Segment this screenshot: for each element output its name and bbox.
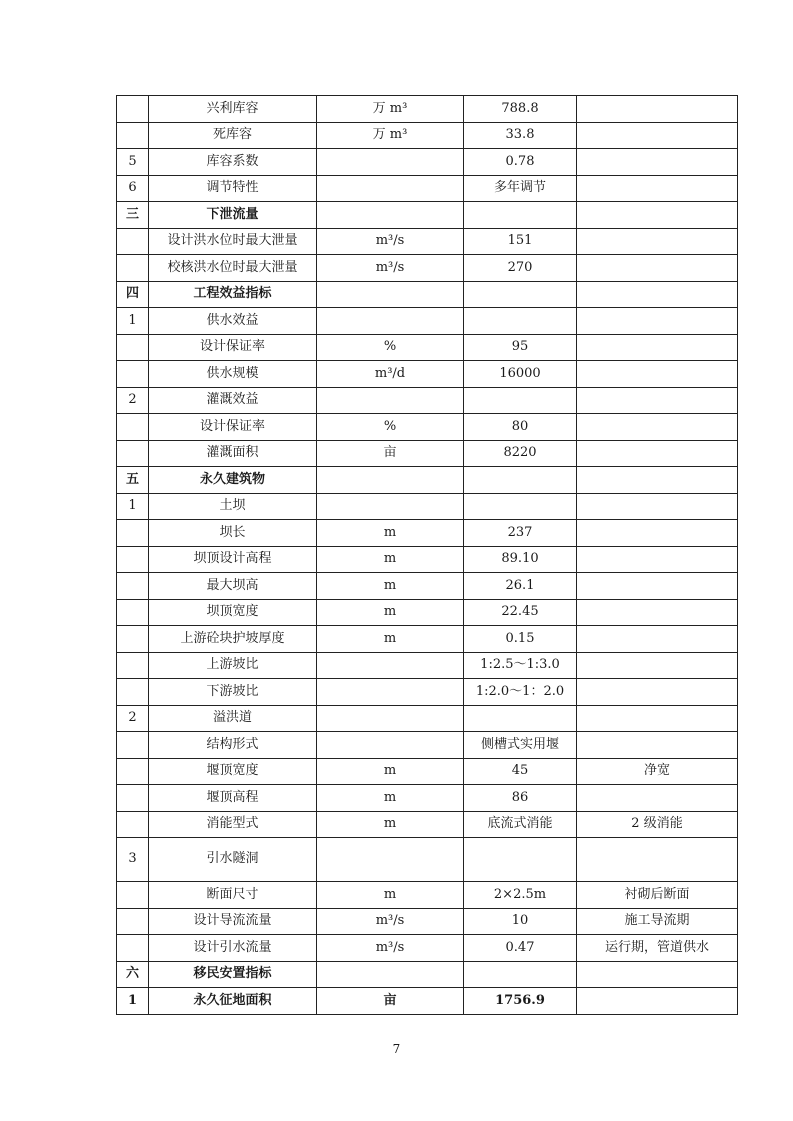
value-cell: 1:2.0～1：2.0 bbox=[464, 679, 577, 706]
value-cell: 10 bbox=[464, 908, 577, 935]
row-number-cell bbox=[117, 882, 149, 909]
table-row bbox=[117, 255, 738, 282]
row-number-cell bbox=[117, 122, 149, 149]
page-number: 7 bbox=[392, 1042, 401, 1056]
value-cell: 33.8 bbox=[464, 122, 577, 149]
item-name-cell: 堰顶宽度 bbox=[149, 758, 317, 785]
note-cell bbox=[577, 387, 738, 414]
value-cell bbox=[464, 387, 577, 414]
note-cell: 施工导流期 bbox=[577, 908, 738, 935]
row-number-cell: 1 bbox=[117, 308, 149, 335]
table-row bbox=[117, 908, 738, 935]
value-cell: 侧槽式实用堰 bbox=[464, 732, 577, 759]
note-cell bbox=[577, 255, 738, 282]
table-row bbox=[117, 705, 738, 732]
row-number-cell bbox=[117, 361, 149, 388]
note-cell bbox=[577, 652, 738, 679]
item-name-cell: 死库容 bbox=[149, 122, 317, 149]
table-row bbox=[117, 599, 738, 626]
value-cell: 95 bbox=[464, 334, 577, 361]
unit-cell bbox=[317, 202, 464, 229]
item-name-cell: 下游坡比 bbox=[149, 679, 317, 706]
note-cell bbox=[577, 732, 738, 759]
unit-cell bbox=[317, 705, 464, 732]
row-number-cell: 6 bbox=[117, 175, 149, 202]
table-row bbox=[117, 149, 738, 176]
note-cell bbox=[577, 361, 738, 388]
unit-cell bbox=[317, 493, 464, 520]
note-cell: 净宽 bbox=[577, 758, 738, 785]
item-name-cell: 土坝 bbox=[149, 493, 317, 520]
unit-cell: m bbox=[317, 599, 464, 626]
note-cell bbox=[577, 202, 738, 229]
item-name-cell: 下泄流量 bbox=[149, 202, 317, 229]
table-row bbox=[117, 414, 738, 441]
unit-cell: m³/s bbox=[317, 908, 464, 935]
value-cell: 89.10 bbox=[464, 546, 577, 573]
item-name-cell: 断面尺寸 bbox=[149, 882, 317, 909]
note-cell bbox=[577, 838, 738, 882]
table-row bbox=[117, 467, 738, 494]
table-row bbox=[117, 626, 738, 653]
row-number-cell: 四 bbox=[117, 281, 149, 308]
table-row bbox=[117, 546, 738, 573]
table-row bbox=[117, 202, 738, 229]
row-number-cell bbox=[117, 255, 149, 282]
table-row bbox=[117, 308, 738, 335]
unit-cell: % bbox=[317, 414, 464, 441]
value-cell: 16000 bbox=[464, 361, 577, 388]
table-row bbox=[117, 679, 738, 706]
value-cell bbox=[464, 493, 577, 520]
unit-cell: m bbox=[317, 758, 464, 785]
value-cell: 22.45 bbox=[464, 599, 577, 626]
value-cell: 80 bbox=[464, 414, 577, 441]
value-cell: 45 bbox=[464, 758, 577, 785]
value-cell bbox=[464, 838, 577, 882]
value-cell: 多年调节 bbox=[464, 175, 577, 202]
table-row bbox=[117, 334, 738, 361]
value-cell bbox=[464, 467, 577, 494]
item-name-cell: 消能型式 bbox=[149, 811, 317, 838]
table-row bbox=[117, 785, 738, 812]
table-row bbox=[117, 732, 738, 759]
unit-cell: m bbox=[317, 573, 464, 600]
row-number-cell bbox=[117, 228, 149, 255]
row-number-cell bbox=[117, 652, 149, 679]
note-cell bbox=[577, 308, 738, 335]
row-number-cell: 1 bbox=[117, 493, 149, 520]
value-cell bbox=[464, 202, 577, 229]
unit-cell bbox=[317, 175, 464, 202]
unit-cell bbox=[317, 961, 464, 988]
note-cell bbox=[577, 440, 738, 467]
row-number-cell bbox=[117, 758, 149, 785]
note-cell bbox=[577, 281, 738, 308]
unit-cell: 万 m³ bbox=[317, 96, 464, 123]
value-cell: 151 bbox=[464, 228, 577, 255]
row-number-cell bbox=[117, 626, 149, 653]
value-cell: 0.15 bbox=[464, 626, 577, 653]
item-name-cell: 引水隧洞 bbox=[149, 838, 317, 882]
table-row bbox=[117, 96, 738, 123]
table-row bbox=[117, 935, 738, 962]
table-row bbox=[117, 122, 738, 149]
unit-cell: m³/s bbox=[317, 255, 464, 282]
value-cell: 86 bbox=[464, 785, 577, 812]
unit-cell: m bbox=[317, 626, 464, 653]
unit-cell bbox=[317, 387, 464, 414]
item-name-cell: 设计引水流量 bbox=[149, 935, 317, 962]
unit-cell: m bbox=[317, 811, 464, 838]
value-cell: 0.78 bbox=[464, 149, 577, 176]
value-cell: 2×2.5m bbox=[464, 882, 577, 909]
table-row bbox=[117, 961, 738, 988]
table-row bbox=[117, 573, 738, 600]
unit-cell: m bbox=[317, 546, 464, 573]
row-number-cell bbox=[117, 935, 149, 962]
note-cell: 衬砌后断面 bbox=[577, 882, 738, 909]
value-cell: 1:2.5～1:3.0 bbox=[464, 652, 577, 679]
unit-cell: 亩 bbox=[317, 440, 464, 467]
value-cell: 1756.9 bbox=[464, 988, 577, 1015]
item-name-cell: 堰顶高程 bbox=[149, 785, 317, 812]
row-number-cell bbox=[117, 732, 149, 759]
unit-cell: m bbox=[317, 520, 464, 547]
value-cell: 0.47 bbox=[464, 935, 577, 962]
row-number-cell bbox=[117, 440, 149, 467]
item-name-cell: 校核洪水位时最大泄量 bbox=[149, 255, 317, 282]
unit-cell: m³/s bbox=[317, 228, 464, 255]
note-cell bbox=[577, 122, 738, 149]
note-cell bbox=[577, 961, 738, 988]
unit-cell: m bbox=[317, 785, 464, 812]
table-row bbox=[117, 758, 738, 785]
note-cell: 2 级消能 bbox=[577, 811, 738, 838]
row-number-cell bbox=[117, 96, 149, 123]
table-row bbox=[117, 988, 738, 1015]
note-cell bbox=[577, 414, 738, 441]
row-number-cell: 三 bbox=[117, 202, 149, 229]
item-name-cell: 永久建筑物 bbox=[149, 467, 317, 494]
value-cell: 270 bbox=[464, 255, 577, 282]
row-number-cell bbox=[117, 520, 149, 547]
table-row bbox=[117, 440, 738, 467]
unit-cell: m bbox=[317, 882, 464, 909]
note-cell bbox=[577, 520, 738, 547]
row-number-cell: 2 bbox=[117, 705, 149, 732]
unit-cell: 亩 bbox=[317, 988, 464, 1015]
item-name-cell: 库容系数 bbox=[149, 149, 317, 176]
unit-cell: m³/s bbox=[317, 935, 464, 962]
table-row bbox=[117, 361, 738, 388]
table-row bbox=[117, 228, 738, 255]
item-name-cell: 移民安置指标 bbox=[149, 961, 317, 988]
note-cell bbox=[577, 705, 738, 732]
note-cell bbox=[577, 228, 738, 255]
row-number-cell bbox=[117, 785, 149, 812]
table-row bbox=[117, 882, 738, 909]
note-cell bbox=[577, 493, 738, 520]
row-number-cell bbox=[117, 546, 149, 573]
row-number-cell: 五 bbox=[117, 467, 149, 494]
unit-cell: 万 m³ bbox=[317, 122, 464, 149]
row-number-cell: 2 bbox=[117, 387, 149, 414]
item-name-cell: 坝长 bbox=[149, 520, 317, 547]
item-name-cell: 设计保证率 bbox=[149, 414, 317, 441]
unit-cell bbox=[317, 679, 464, 706]
unit-cell bbox=[317, 652, 464, 679]
value-cell: 788.8 bbox=[464, 96, 577, 123]
note-cell: 运行期，管道供水 bbox=[577, 935, 738, 962]
note-cell bbox=[577, 599, 738, 626]
note-cell bbox=[577, 573, 738, 600]
note-cell bbox=[577, 149, 738, 176]
item-name-cell: 永久征地面积 bbox=[149, 988, 317, 1015]
table-row bbox=[117, 493, 738, 520]
row-number-cell bbox=[117, 679, 149, 706]
table-row bbox=[117, 387, 738, 414]
item-name-cell: 工程效益指标 bbox=[149, 281, 317, 308]
item-name-cell: 供水规模 bbox=[149, 361, 317, 388]
value-cell: 8220 bbox=[464, 440, 577, 467]
value-cell bbox=[464, 281, 577, 308]
note-cell bbox=[577, 96, 738, 123]
item-name-cell: 坝顶宽度 bbox=[149, 599, 317, 626]
item-name-cell: 灌溉面积 bbox=[149, 440, 317, 467]
note-cell bbox=[577, 679, 738, 706]
row-number-cell bbox=[117, 599, 149, 626]
unit-cell bbox=[317, 149, 464, 176]
parameter-table bbox=[116, 95, 738, 1015]
row-number-cell bbox=[117, 573, 149, 600]
note-cell bbox=[577, 546, 738, 573]
table-body bbox=[117, 96, 738, 1015]
item-name-cell: 上游坡比 bbox=[149, 652, 317, 679]
item-name-cell: 灌溉效益 bbox=[149, 387, 317, 414]
note-cell bbox=[577, 988, 738, 1015]
table-row bbox=[117, 811, 738, 838]
item-name-cell: 结构形式 bbox=[149, 732, 317, 759]
row-number-cell bbox=[117, 414, 149, 441]
value-cell: 26.1 bbox=[464, 573, 577, 600]
unit-cell bbox=[317, 308, 464, 335]
item-name-cell: 调节特性 bbox=[149, 175, 317, 202]
table-row bbox=[117, 175, 738, 202]
table-row bbox=[117, 281, 738, 308]
row-number-cell: 5 bbox=[117, 149, 149, 176]
value-cell bbox=[464, 961, 577, 988]
item-name-cell: 溢洪道 bbox=[149, 705, 317, 732]
note-cell bbox=[577, 626, 738, 653]
item-name-cell: 兴利库容 bbox=[149, 96, 317, 123]
unit-cell bbox=[317, 732, 464, 759]
note-cell bbox=[577, 175, 738, 202]
item-name-cell: 坝顶设计高程 bbox=[149, 546, 317, 573]
row-number-cell: 1 bbox=[117, 988, 149, 1015]
table-row bbox=[117, 520, 738, 547]
item-name-cell: 上游砼块护坡厚度 bbox=[149, 626, 317, 653]
unit-cell: m³/d bbox=[317, 361, 464, 388]
row-number-cell: 3 bbox=[117, 838, 149, 882]
table-row bbox=[117, 652, 738, 679]
item-name-cell: 设计洪水位时最大泄量 bbox=[149, 228, 317, 255]
value-cell: 底流式消能 bbox=[464, 811, 577, 838]
value-cell bbox=[464, 308, 577, 335]
item-name-cell: 供水效益 bbox=[149, 308, 317, 335]
table-row bbox=[117, 838, 738, 882]
unit-cell bbox=[317, 281, 464, 308]
note-cell bbox=[577, 785, 738, 812]
item-name-cell: 最大坝高 bbox=[149, 573, 317, 600]
row-number-cell bbox=[117, 908, 149, 935]
note-cell bbox=[577, 467, 738, 494]
unit-cell bbox=[317, 838, 464, 882]
row-number-cell bbox=[117, 334, 149, 361]
row-number-cell: 六 bbox=[117, 961, 149, 988]
item-name-cell: 设计保证率 bbox=[149, 334, 317, 361]
row-number-cell bbox=[117, 811, 149, 838]
value-cell bbox=[464, 705, 577, 732]
note-cell bbox=[577, 334, 738, 361]
unit-cell: % bbox=[317, 334, 464, 361]
value-cell: 237 bbox=[464, 520, 577, 547]
unit-cell bbox=[317, 467, 464, 494]
item-name-cell: 设计导流流量 bbox=[149, 908, 317, 935]
